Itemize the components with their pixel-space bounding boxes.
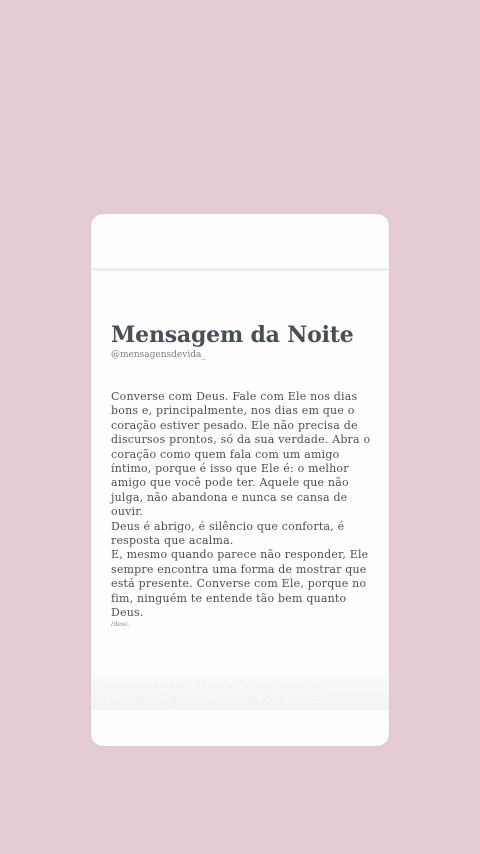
desc-label: /desc.	[111, 620, 131, 628]
tags-line-2[interactable]: @palavradefe @fe_e_esperanca @fe_e_amor	[91, 694, 329, 706]
tags-line-1[interactable]: mensagensdevida_ @frasesdafe @deusefiel	[91, 680, 323, 692]
message-card	[91, 214, 389, 746]
card-title: Mensagem da Noite	[111, 322, 354, 348]
message-body: Converse com Deus. Fale com Ele nos dias bons e, principalmente, nos dias em que o coração estiver pesado. Ele não precisa de discursos prontos, só da sua verdade. Abra o coração como quem fala com um amigo íntimo, porque é isso que Ele é: o melhor amigo que você pode ter. Aquele que não julga, não abandona e nunca se cansa de ouvir. Deus é abrigo, é silêncio que conforta, é resposta que acalma. E, mesmo quando parece não responder, Ele sempre encontra uma forma de mostrar que está presente. Converse com Ele, porque no fim, ninguém te entende tão bem quanto Deus.	[111, 390, 371, 620]
card-divider	[91, 268, 389, 271]
author-handle[interactable]: @mensagensdevida_	[111, 350, 206, 360]
